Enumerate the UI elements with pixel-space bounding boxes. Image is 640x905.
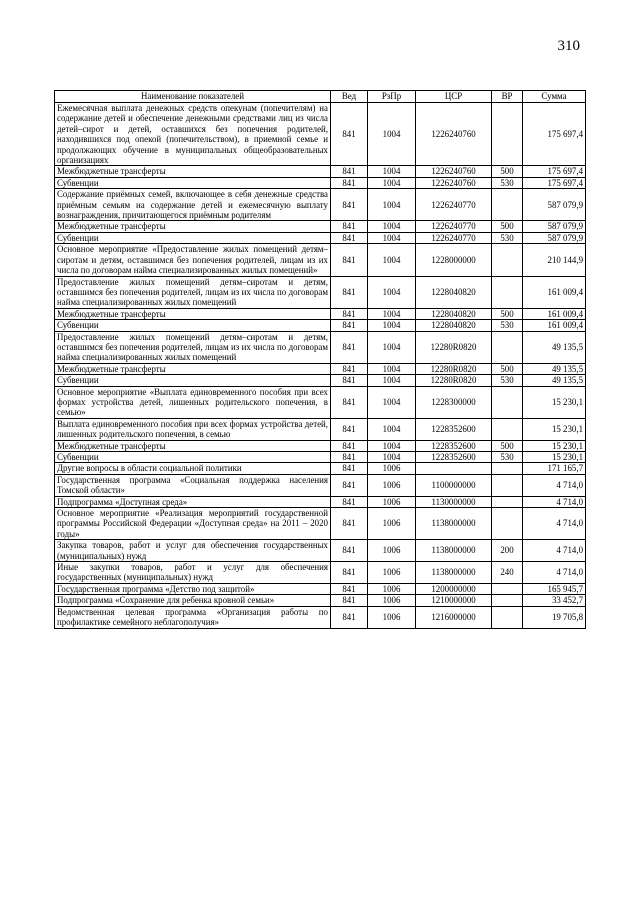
vr-cell bbox=[492, 583, 523, 594]
table-row bbox=[55, 189, 586, 221]
indicator-name-cell: Межбюджетные трансферты bbox=[55, 221, 331, 232]
table-row bbox=[55, 508, 586, 540]
table-row bbox=[55, 103, 586, 166]
sum-cell: 4 714,0 bbox=[523, 474, 586, 496]
sum-cell: 4 714,0 bbox=[523, 496, 586, 507]
table-row bbox=[55, 386, 586, 418]
sum-cell: 161 009,4 bbox=[523, 320, 586, 331]
table-row bbox=[55, 595, 586, 606]
rzpr-cell: 1004 bbox=[368, 440, 416, 451]
indicator-name-cell: Основное мероприятие «Реализация мероприятий государственной программы Российской Федерации «Доступная среда» на 2011 – 2020 годы» bbox=[55, 508, 331, 540]
csr-cell: 1226240770 bbox=[416, 232, 492, 243]
vr-cell bbox=[492, 595, 523, 606]
budget-table bbox=[54, 90, 586, 629]
rzpr-cell: 1004 bbox=[368, 386, 416, 418]
csr-cell: 1226240770 bbox=[416, 189, 492, 221]
rzpr-cell: 1006 bbox=[368, 474, 416, 496]
vr-cell bbox=[492, 103, 523, 166]
indicator-name-cell: Содержание приёмных семей, включающее в себя денежные средства приёмным семьям на содержание детей и ежемесячную выплату вознаграждения, причитающегося приёмным родителям bbox=[55, 189, 331, 221]
csr-cell: 1138000000 bbox=[416, 562, 492, 584]
vr-cell: 530 bbox=[492, 375, 523, 386]
csr-cell: 1228000000 bbox=[416, 244, 492, 276]
table-row bbox=[55, 606, 586, 628]
table-row bbox=[55, 331, 586, 363]
indicator-name-cell: Субвенции bbox=[55, 232, 331, 243]
table-row bbox=[55, 320, 586, 331]
table-row bbox=[55, 363, 586, 374]
csr-cell: 1228040820 bbox=[416, 276, 492, 308]
indicator-name-cell: Межбюджетные трансферты bbox=[55, 440, 331, 451]
ved-cell: 841 bbox=[331, 606, 368, 628]
rzpr-cell: 1004 bbox=[368, 189, 416, 221]
vr-cell: 200 bbox=[492, 540, 523, 562]
csr-cell: 1228300000 bbox=[416, 386, 492, 418]
csr-cell bbox=[416, 463, 492, 474]
header-ved: Вед bbox=[331, 91, 368, 103]
rzpr-cell: 1004 bbox=[368, 331, 416, 363]
csr-cell: 1228040820 bbox=[416, 308, 492, 319]
csr-cell: 1138000000 bbox=[416, 540, 492, 562]
table-row bbox=[55, 418, 586, 440]
csr-cell: 1216000000 bbox=[416, 606, 492, 628]
ved-cell: 841 bbox=[331, 232, 368, 243]
ved-cell: 841 bbox=[331, 508, 368, 540]
header-rzpr: РзПр bbox=[368, 91, 416, 103]
sum-cell: 4 714,0 bbox=[523, 562, 586, 584]
ved-cell: 841 bbox=[331, 452, 368, 463]
indicator-name-cell: Субвенции bbox=[55, 177, 331, 188]
vr-cell bbox=[492, 276, 523, 308]
vr-cell: 530 bbox=[492, 177, 523, 188]
header-vr: ВР bbox=[492, 91, 523, 103]
csr-cell: 1200000000 bbox=[416, 583, 492, 594]
csr-cell: 1226240760 bbox=[416, 177, 492, 188]
indicator-name-cell: Ежемесячная выплата денежных средств опекунам (попечителям) на содержание детей и обеспечение денежными средствами лиц из числа детей–сирот и детей, оставшихся без попечения родителей, находившихся под опекой (попечительством), в приемной семье и продолжающих обучение в муниципальных общеобразовательных организациях bbox=[55, 103, 331, 166]
indicator-name-cell: Выплата единовременного пособия при всех формах устройства детей, лишенных родительского попечения, в семью bbox=[55, 418, 331, 440]
ved-cell: 841 bbox=[331, 363, 368, 374]
vr-cell: 530 bbox=[492, 320, 523, 331]
csr-cell: 1138000000 bbox=[416, 508, 492, 540]
indicator-name-cell: Предоставление жилых помещений детям–сиротам и детям, оставшимся без попечения родителей, лицам из их числа по договорам найма специализированных жилых помещений bbox=[55, 276, 331, 308]
sum-cell: 161 009,4 bbox=[523, 308, 586, 319]
vr-cell bbox=[492, 496, 523, 507]
header-sum: Сумма bbox=[523, 91, 586, 103]
sum-cell: 175 697,4 bbox=[523, 103, 586, 166]
indicator-name-cell: Государственная программа «Социальная поддержка населения Томской области» bbox=[55, 474, 331, 496]
sum-cell: 587 079,9 bbox=[523, 221, 586, 232]
sum-cell: 4 714,0 bbox=[523, 508, 586, 540]
table-row bbox=[55, 276, 586, 308]
ved-cell: 841 bbox=[331, 440, 368, 451]
table-row bbox=[55, 440, 586, 451]
sum-cell: 161 009,4 bbox=[523, 276, 586, 308]
table-row bbox=[55, 463, 586, 474]
sum-cell: 15 230,1 bbox=[523, 452, 586, 463]
sum-cell: 175 697,4 bbox=[523, 177, 586, 188]
indicator-name-cell: Основное мероприятие «Предоставление жилых помещений детям–сиротам и детям, оставшимся без попечения родителей, лицам из их числа по договорам найма специализированных жилых помещений» bbox=[55, 244, 331, 276]
table-row bbox=[55, 244, 586, 276]
rzpr-cell: 1004 bbox=[368, 320, 416, 331]
vr-cell bbox=[492, 331, 523, 363]
vr-cell bbox=[492, 386, 523, 418]
ved-cell: 841 bbox=[331, 583, 368, 594]
table-row bbox=[55, 496, 586, 507]
rzpr-cell: 1004 bbox=[368, 103, 416, 166]
indicator-name-cell: Субвенции bbox=[55, 452, 331, 463]
csr-cell: 1226240760 bbox=[416, 166, 492, 177]
ved-cell: 841 bbox=[331, 244, 368, 276]
vr-cell: 530 bbox=[492, 452, 523, 463]
ved-cell: 841 bbox=[331, 276, 368, 308]
indicator-name-cell: Субвенции bbox=[55, 375, 331, 386]
sum-cell: 210 144,9 bbox=[523, 244, 586, 276]
rzpr-cell: 1004 bbox=[368, 308, 416, 319]
csr-cell: 1228352600 bbox=[416, 440, 492, 451]
ved-cell: 841 bbox=[331, 189, 368, 221]
sum-cell: 587 079,9 bbox=[523, 189, 586, 221]
table-row bbox=[55, 221, 586, 232]
sum-cell: 19 705,8 bbox=[523, 606, 586, 628]
ved-cell: 841 bbox=[331, 418, 368, 440]
csr-cell: 1100000000 bbox=[416, 474, 492, 496]
sum-cell: 4 714,0 bbox=[523, 540, 586, 562]
table-row bbox=[55, 583, 586, 594]
csr-cell: 12280R0820 bbox=[416, 375, 492, 386]
sum-cell: 49 135,5 bbox=[523, 363, 586, 374]
sum-cell: 175 697,4 bbox=[523, 166, 586, 177]
rzpr-cell: 1006 bbox=[368, 508, 416, 540]
csr-cell: 1130000000 bbox=[416, 496, 492, 507]
ved-cell: 841 bbox=[331, 166, 368, 177]
rzpr-cell: 1004 bbox=[368, 363, 416, 374]
ved-cell: 841 bbox=[331, 386, 368, 418]
table-row bbox=[55, 177, 586, 188]
indicator-name-cell: Ведомственная целевая программа «Организация работы по профилактике семейного неблагополучия» bbox=[55, 606, 331, 628]
rzpr-cell: 1006 bbox=[368, 595, 416, 606]
sum-cell: 587 079,9 bbox=[523, 232, 586, 243]
vr-cell bbox=[492, 418, 523, 440]
sum-cell: 15 230,1 bbox=[523, 440, 586, 451]
rzpr-cell: 1006 bbox=[368, 463, 416, 474]
ved-cell: 841 bbox=[331, 496, 368, 507]
table-row bbox=[55, 166, 586, 177]
table-row bbox=[55, 562, 586, 584]
csr-cell: 12280R0820 bbox=[416, 331, 492, 363]
vr-cell: 500 bbox=[492, 440, 523, 451]
rzpr-cell: 1004 bbox=[368, 375, 416, 386]
sum-cell: 33 452,7 bbox=[523, 595, 586, 606]
rzpr-cell: 1006 bbox=[368, 562, 416, 584]
table-row bbox=[55, 540, 586, 562]
indicator-name-cell: Межбюджетные трансферты bbox=[55, 363, 331, 374]
rzpr-cell: 1004 bbox=[368, 177, 416, 188]
indicator-name-cell: Предоставление жилых помещений детям–сиротам и детям, оставшимся без попечения родителей, лицам из их числа по договорам найма специализированных жилых помещений bbox=[55, 331, 331, 363]
indicator-name-cell: Основное мероприятие «Выплата единовременного пособия при всех формах устройства детей, лишенных родительского попечения, в семью» bbox=[55, 386, 331, 418]
table-row bbox=[55, 232, 586, 243]
rzpr-cell: 1004 bbox=[368, 166, 416, 177]
csr-cell: 1228352600 bbox=[416, 452, 492, 463]
header-name: Наименование показателей bbox=[55, 91, 331, 103]
vr-cell: 240 bbox=[492, 562, 523, 584]
indicator-name-cell: Подпрограмма «Доступная среда» bbox=[55, 496, 331, 507]
ved-cell: 841 bbox=[331, 375, 368, 386]
ved-cell: 841 bbox=[331, 331, 368, 363]
ved-cell: 841 bbox=[331, 562, 368, 584]
indicator-name-cell: Подпрограмма «Сохранение для ребенка кровной семьи» bbox=[55, 595, 331, 606]
csr-cell: 12280R0820 bbox=[416, 363, 492, 374]
sum-cell: 49 135,5 bbox=[523, 375, 586, 386]
vr-cell: 530 bbox=[492, 232, 523, 243]
ved-cell: 841 bbox=[331, 463, 368, 474]
rzpr-cell: 1004 bbox=[368, 221, 416, 232]
ved-cell: 841 bbox=[331, 540, 368, 562]
ved-cell: 841 bbox=[331, 177, 368, 188]
indicator-name-cell: Межбюджетные трансферты bbox=[55, 308, 331, 319]
table-body bbox=[55, 103, 586, 629]
ved-cell: 841 bbox=[331, 320, 368, 331]
vr-cell: 500 bbox=[492, 363, 523, 374]
vr-cell bbox=[492, 474, 523, 496]
indicator-name-cell: Другие вопросы в области социальной политики bbox=[55, 463, 331, 474]
csr-cell: 1210000000 bbox=[416, 595, 492, 606]
ved-cell: 841 bbox=[331, 595, 368, 606]
csr-cell: 1228040820 bbox=[416, 320, 492, 331]
csr-cell: 1226240760 bbox=[416, 103, 492, 166]
ved-cell: 841 bbox=[331, 308, 368, 319]
rzpr-cell: 1004 bbox=[368, 244, 416, 276]
vr-cell bbox=[492, 463, 523, 474]
header-csr: ЦСР bbox=[416, 91, 492, 103]
table-header-row bbox=[55, 91, 586, 103]
vr-cell: 500 bbox=[492, 308, 523, 319]
csr-cell: 1226240770 bbox=[416, 221, 492, 232]
rzpr-cell: 1004 bbox=[368, 452, 416, 463]
table-row bbox=[55, 452, 586, 463]
sum-cell: 165 945,7 bbox=[523, 583, 586, 594]
rzpr-cell: 1006 bbox=[368, 606, 416, 628]
table-row bbox=[55, 375, 586, 386]
rzpr-cell: 1006 bbox=[368, 540, 416, 562]
sum-cell: 15 230,1 bbox=[523, 418, 586, 440]
rzpr-cell: 1004 bbox=[368, 276, 416, 308]
page-number: 310 bbox=[557, 38, 580, 54]
vr-cell bbox=[492, 606, 523, 628]
rzpr-cell: 1006 bbox=[368, 583, 416, 594]
table-row bbox=[55, 308, 586, 319]
vr-cell: 500 bbox=[492, 221, 523, 232]
table-row bbox=[55, 474, 586, 496]
rzpr-cell: 1006 bbox=[368, 496, 416, 507]
indicator-name-cell: Межбюджетные трансферты bbox=[55, 166, 331, 177]
indicator-name-cell: Иные закупки товаров, работ и услуг для обеспечения государственных (муниципальных) нужд bbox=[55, 562, 331, 584]
vr-cell: 500 bbox=[492, 166, 523, 177]
indicator-name-cell: Государственная программа «Детство под защитой» bbox=[55, 583, 331, 594]
sum-cell: 171 165,7 bbox=[523, 463, 586, 474]
vr-cell bbox=[492, 244, 523, 276]
csr-cell: 1228352600 bbox=[416, 418, 492, 440]
ved-cell: 841 bbox=[331, 474, 368, 496]
ved-cell: 841 bbox=[331, 221, 368, 232]
rzpr-cell: 1004 bbox=[368, 418, 416, 440]
sum-cell: 49 135,5 bbox=[523, 331, 586, 363]
sum-cell: 15 230,1 bbox=[523, 386, 586, 418]
rzpr-cell: 1004 bbox=[368, 232, 416, 243]
indicator-name-cell: Субвенции bbox=[55, 320, 331, 331]
ved-cell: 841 bbox=[331, 103, 368, 166]
vr-cell bbox=[492, 189, 523, 221]
vr-cell bbox=[492, 508, 523, 540]
indicator-name-cell: Закупка товаров, работ и услуг для обеспечения государственных (муниципальных) нужд bbox=[55, 540, 331, 562]
